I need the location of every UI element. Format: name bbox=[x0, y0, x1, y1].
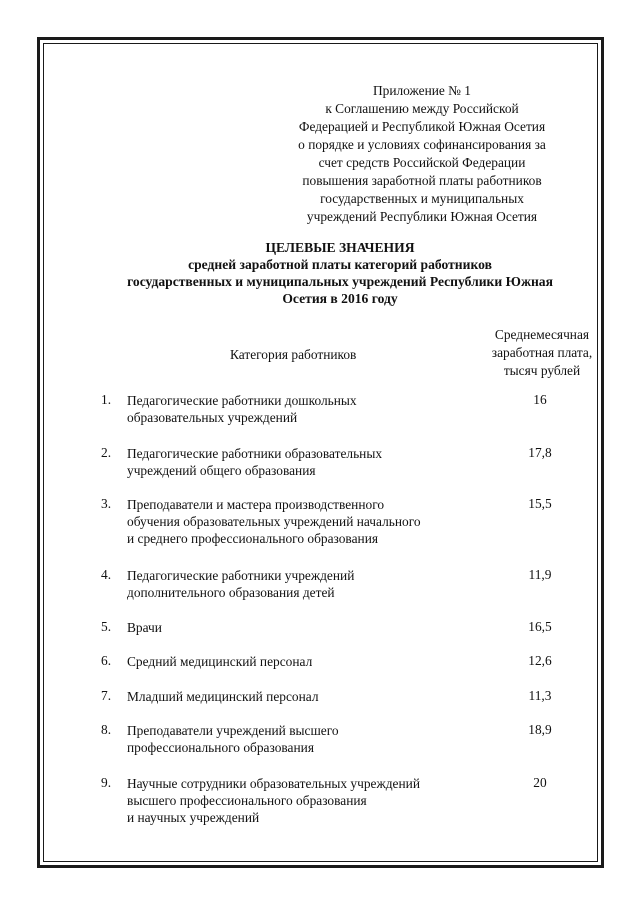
row-category-line: Врачи bbox=[127, 620, 162, 635]
row-category bbox=[127, 567, 354, 601]
row-category-line: Преподаватели и мастера производственного bbox=[127, 497, 385, 512]
header-salary bbox=[477, 326, 607, 380]
appendix-line: Приложение № 1 bbox=[372, 83, 472, 98]
row-number: 4. bbox=[101, 567, 112, 582]
row-category-line: Преподаватели учреждений высшего bbox=[127, 723, 339, 738]
row-category bbox=[127, 619, 162, 636]
row-category-line: Педагогические работники учреждений bbox=[127, 568, 355, 583]
row-category-line: дополнительного образования детей bbox=[127, 585, 335, 600]
header-salary-line: тысяч рублей bbox=[503, 363, 581, 378]
row-category-line: обучения образовательных учреждений начального bbox=[127, 514, 421, 529]
row-category-line: Средний медицинский персонал bbox=[127, 654, 313, 669]
header-salary-line: заработная плата, bbox=[491, 345, 593, 360]
row-number: 1. bbox=[101, 392, 112, 407]
row-category bbox=[127, 496, 421, 547]
row-category-line: Педагогические работники образовательных bbox=[127, 446, 383, 461]
row-category-line: и среднего профессионального образования bbox=[127, 531, 379, 546]
row-number: 2. bbox=[101, 445, 112, 460]
row-number: 6. bbox=[101, 653, 112, 668]
row-category bbox=[127, 722, 339, 756]
appendix-line: Федерацией и Республикой Южная Осетия bbox=[298, 119, 546, 134]
appendix-note bbox=[282, 82, 562, 226]
row-value: 15,5 bbox=[528, 496, 552, 511]
row-category-line: и научных учреждений bbox=[127, 810, 260, 825]
row-category bbox=[127, 653, 312, 670]
row-value: 16 bbox=[533, 392, 547, 407]
row-value: 12,6 bbox=[528, 653, 552, 668]
document-title bbox=[70, 239, 610, 307]
row-value: 18,9 bbox=[528, 722, 552, 737]
appendix-line: о порядке и условиях софинансирования за bbox=[298, 137, 546, 152]
appendix-line: учреждений Республики Южная Осетия bbox=[306, 209, 538, 224]
row-number: 3. bbox=[101, 496, 112, 511]
row-number: 7. bbox=[101, 688, 112, 703]
header-salary-line: Среднемесячная bbox=[494, 327, 590, 342]
row-category bbox=[127, 445, 382, 479]
row-category-line: Научные сотрудники образовательных учреждений bbox=[127, 776, 420, 791]
title-line: ЦЕЛЕВЫЕ ЗНАЧЕНИЯ bbox=[265, 240, 415, 255]
appendix-line: счет средств Российской Федерации bbox=[318, 155, 526, 170]
row-category-line: образовательных учреждений bbox=[127, 410, 298, 425]
row-value: 11,3 bbox=[528, 688, 552, 703]
title-line: средней заработной платы категорий работников bbox=[188, 257, 492, 272]
row-category bbox=[127, 775, 420, 826]
title-line: Осетия в 2016 году bbox=[282, 291, 398, 306]
row-category-line: учреждений общего образования bbox=[127, 463, 316, 478]
row-category-line: Педагогические работники дошкольных bbox=[127, 393, 357, 408]
appendix-line: повышения заработной платы работников bbox=[302, 173, 542, 188]
row-category-line: высшего профессионального образования bbox=[127, 793, 367, 808]
row-number: 9. bbox=[101, 775, 112, 790]
row-category bbox=[127, 688, 319, 705]
row-category-line: Младший медицинский персонал bbox=[127, 689, 319, 704]
row-category bbox=[127, 392, 357, 426]
appendix-line: государственных и муниципальных bbox=[320, 191, 524, 206]
row-value: 11,9 bbox=[528, 567, 552, 582]
header-category: Категория работников bbox=[230, 347, 357, 362]
row-value: 16,5 bbox=[528, 619, 552, 634]
row-number: 8. bbox=[101, 722, 112, 737]
row-category-line: профессионального образования bbox=[127, 740, 314, 755]
row-value: 20 bbox=[533, 775, 547, 790]
title-line: государственных и муниципальных учреждений Республики Южная bbox=[127, 274, 553, 289]
appendix-line: к Соглашению между Российской bbox=[325, 101, 519, 116]
row-number: 5. bbox=[101, 619, 112, 634]
row-value: 17,8 bbox=[528, 445, 552, 460]
